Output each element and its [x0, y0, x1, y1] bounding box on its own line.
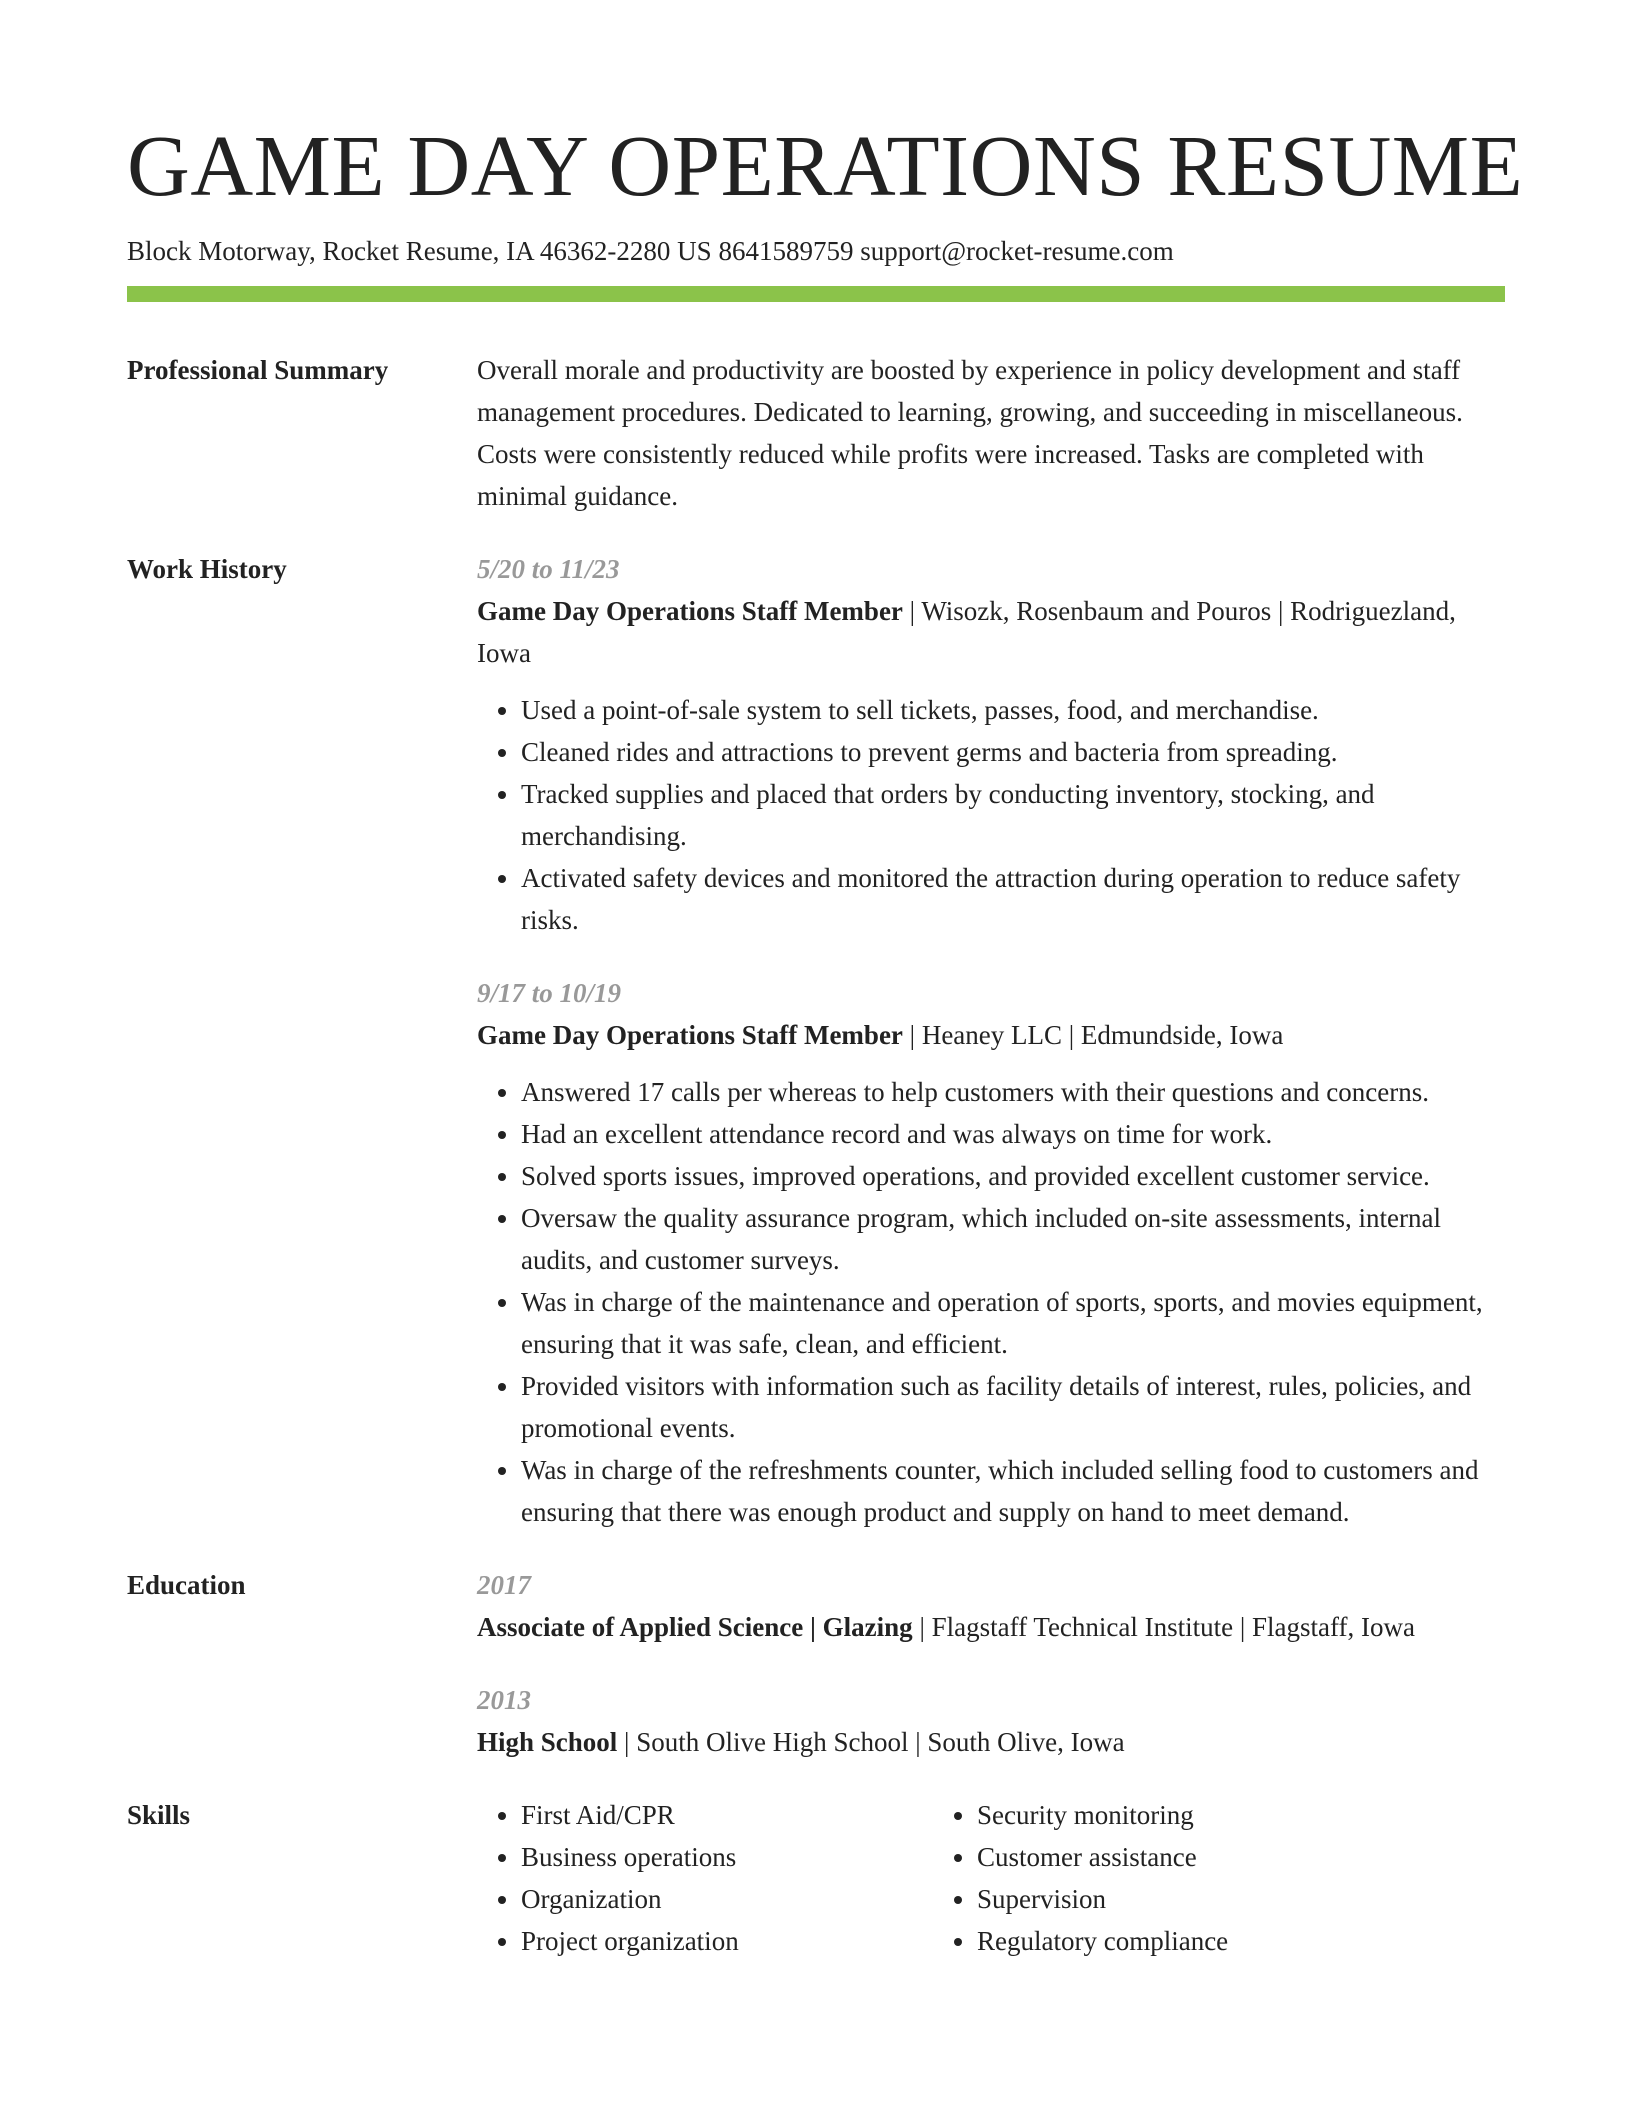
job-entry [477, 548, 1505, 941]
job-bullets [477, 1071, 1505, 1533]
skills-grid [477, 1794, 1505, 1962]
skill-item: • Organization [521, 1878, 933, 1920]
education-degree: Associate of Applied Science | Glazing [477, 1611, 913, 1642]
job-bullets [477, 689, 1505, 941]
contact-info: Block Motorway, Rocket Resume, IA 46362-2280 US 8641589759 support@rocket-resume.com [127, 235, 1174, 266]
job-bullet: • Was in charge of the maintenance and operation of sports, sports, and movies equipment, ensuring that it was safe, clean, and efficient. [521, 1281, 1505, 1365]
job-dates: 5/20 to 11/23 [477, 553, 620, 584]
education-degree: High School [477, 1726, 618, 1757]
education-entry [477, 1564, 1505, 1648]
skill-item: • Customer assistance [977, 1836, 1389, 1878]
education-body [477, 1564, 1505, 1763]
skills-section [127, 1794, 1505, 1962]
education-line [477, 1721, 1505, 1763]
job-title: Game Day Operations Staff Member [477, 1019, 903, 1050]
job-header [477, 1014, 1505, 1056]
job-dates: 9/17 to 10/19 [477, 977, 622, 1008]
job-title: Game Day Operations Staff Member [477, 595, 903, 626]
job-bullet: • Oversaw the quality assurance program, which included on-site assessments, internal audits, and customer surveys. [521, 1197, 1505, 1281]
education-school-location: | Flagstaff Technical Institute | Flagstaff, Iowa [912, 1611, 1415, 1642]
education-line [477, 1606, 1505, 1648]
skill-item: • Regulatory compliance [977, 1920, 1389, 1962]
job-header [477, 590, 1505, 674]
header-divider [127, 286, 1505, 302]
skills-body [477, 1794, 1505, 1962]
job-employer-location: | Wisozk, Rosenbaum and Pouros | Rodriguezland, Iowa [477, 595, 1456, 668]
skill-item: • Project organization [521, 1920, 933, 1962]
skills-list-left [477, 1794, 933, 1962]
job-bullet: • Activated safety devices and monitored the attraction during operation to reduce safety risks. [521, 857, 1505, 941]
education-entry [477, 1679, 1505, 1763]
education-section [127, 1564, 1505, 1763]
summary-section [127, 349, 1505, 517]
section-heading-education: Education [127, 1569, 246, 1600]
section-heading-skills: Skills [127, 1799, 191, 1830]
job-bullet: • Provided visitors with information such as facility details of interest, rules, policies, and promotional events. [521, 1365, 1505, 1449]
section-heading-summary: Professional Summary [127, 354, 389, 385]
job-employer-location: | Heaney LLC | Edmundside, Iowa [902, 1019, 1284, 1050]
job-bullet: • Cleaned rides and attractions to prevent germs and bacteria from spreading. [521, 731, 1505, 773]
education-school-location: | South Olive High School | South Olive, Iowa [617, 1726, 1125, 1757]
summary-text: Overall morale and productivity are boosted by experience in policy development and staff management procedures. Dedicated to learning, growing, and succeeding in miscellaneous. Costs were consistently reduced while profits were increased. Tasks are completed with minimal guidance. [477, 354, 1463, 511]
education-year: 2017 [477, 1569, 531, 1600]
job-bullet: • Had an excellent attendance record and was always on time for work. [521, 1113, 1505, 1155]
section-heading-work: Work History [127, 553, 287, 584]
job-entry [477, 972, 1505, 1533]
skill-item: • First Aid/CPR [521, 1794, 933, 1836]
job-bullet: • Answered 17 calls per whereas to help customers with their questions and concerns. [521, 1071, 1505, 1113]
job-bullet: • Solved sports issues, improved operations, and provided excellent customer service. [521, 1155, 1505, 1197]
job-bullet: • Was in charge of the refreshments counter, which included selling food to customers and ensuring that there was enough product and supply on hand to meet demand. [521, 1449, 1505, 1533]
skill-item: • Business operations [521, 1836, 933, 1878]
work-history-section [127, 548, 1505, 1533]
skill-item: • Supervision [977, 1878, 1389, 1920]
job-bullet: • Tracked supplies and placed that orders by conducting inventory, stocking, and merchandising. [521, 773, 1505, 857]
skills-list-right [933, 1794, 1389, 1962]
resume-title: GAME DAY OPERATIONS RESUME [127, 117, 1524, 214]
work-history-body [477, 548, 1505, 1533]
education-year: 2013 [477, 1684, 531, 1715]
job-bullet: • Used a point-of-sale system to sell tickets, passes, food, and merchandise. [521, 689, 1505, 731]
skill-item: • Security monitoring [977, 1794, 1389, 1836]
